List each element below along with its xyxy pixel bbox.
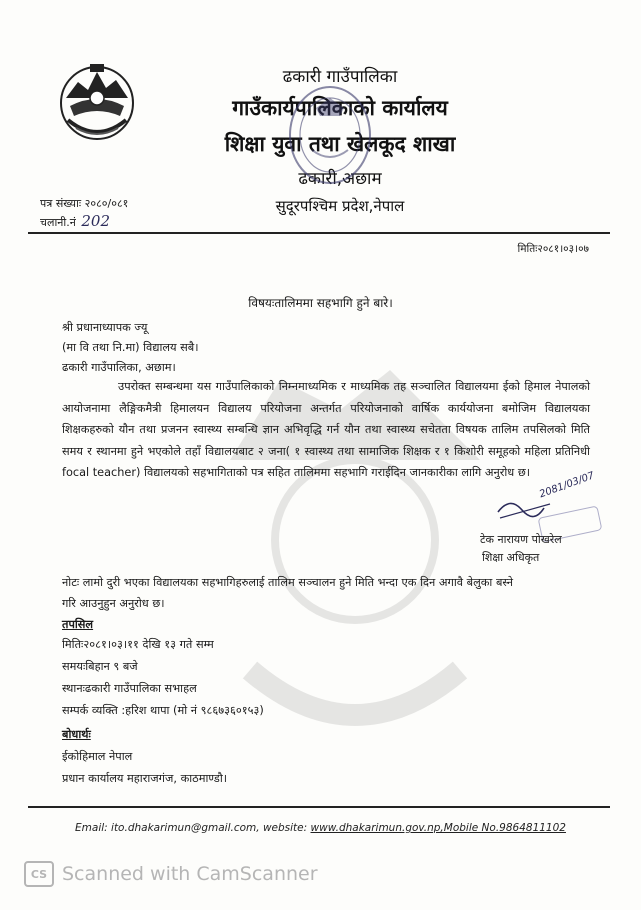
chalani-row xyxy=(40,212,110,230)
tapasil-venue: स्थानःढकारी गाउँपालिका सभाहल xyxy=(62,682,197,695)
municipality-name: ढकारी गाउँपालिका xyxy=(282,67,398,87)
recipient-line-3: ढकारी गाउँपालिका, अछाम। xyxy=(62,361,176,374)
recipient-line-1: श्री प्रधानाध्यापक ज्यू xyxy=(62,321,148,334)
footer-email: Email: ito.dhakarimun@gmail.com, website: xyxy=(75,822,311,834)
footer-website-link[interactable]: www.dhakarimun.gov.np,Mobile No.9864811102 xyxy=(310,822,566,834)
camscanner-text: Scanned with CamScanner xyxy=(62,863,318,885)
bodharth-line-2: प्रधान कार्यालय महाराजगंज, काठमाण्डौ। xyxy=(62,772,228,785)
tapasil-time: समयःबिहान ९ बजे xyxy=(62,660,138,673)
tapasil-date: मितिः२०८१।०३।११ देखि १३ गते सम्म xyxy=(62,638,214,651)
signatory-title: शिक्षा अधिकृत xyxy=(482,551,540,564)
letter-date: मितिः२०८१।०३।०७ xyxy=(517,243,589,255)
note-line-2: गरि आउनुहुन अनुरोध छ। xyxy=(62,597,165,610)
office-seal-stamp xyxy=(282,80,378,190)
chalani-label: चलानी.नं xyxy=(40,216,76,229)
office-name: गाउँकार्यपालिकाको कार्यालय xyxy=(232,96,448,120)
tapasil-heading: तपसिल xyxy=(62,618,94,631)
tapasil-contact: सम्पर्क व्यक्ति :हरिश थापा (मो नं ९८६७३६०१५३) xyxy=(62,704,264,717)
nepal-emblem-icon xyxy=(54,58,140,144)
bodharth-line-1: ईकोहिमाल नेपाल xyxy=(62,750,133,763)
bodharth-heading: बोधार्थः xyxy=(62,728,91,741)
note-line-1: नोटः लामो दुरी भएका विद्यालयका सहभागिहरुलाई तालिम सञ्चालन हुने मिति भन्दा एक दिन अगावै बेलुका बस्ने xyxy=(62,576,513,589)
header-divider xyxy=(28,232,610,234)
signature-handwritten-date: 2081/03/07 xyxy=(538,470,596,501)
letter-subject: विषयःतालिममा सहभागि हुने बारे। xyxy=(248,296,393,310)
chalani-handwritten: 202 xyxy=(81,212,110,230)
signatory-name: टेक नारायण पोखरेल xyxy=(480,533,562,546)
province-line: सुदूरपश्चिम प्रदेश,नेपाल xyxy=(275,197,405,215)
footer-divider xyxy=(28,806,610,808)
location-line: ढकारी,अछाम xyxy=(298,169,382,189)
body-paragraph xyxy=(62,376,590,484)
patra-sankhya: पत्र संख्याः २०८०/०८१ xyxy=(40,197,129,210)
camscanner-logo-icon: CS xyxy=(24,861,54,887)
recipient-line-2: (मा वि तथा नि.मा) विद्यालय सबै। xyxy=(62,341,199,354)
footer-contact xyxy=(0,822,641,834)
section-name: शिक्षा युवा तथा खेलकूद शाखा xyxy=(224,132,456,156)
camscanner-watermark xyxy=(24,861,318,887)
body-paragraph-text: उपरोक्त सम्बन्धमा यस गाउँपालिकाको निम्नमाध्यमिक र माध्यमिक तह सञ्चालित विद्यालयमा ईको हिमाल नेपालको आयोजनामा लैङ्गिकमैत्री हिमालयन विद्यालय परियोजना अन्तर्गत परियोजनाको वार्षिक कार्ययोजना बमोजिम विद्यालयका शिक्षकहरुको यौन तथा प्रजनन स्वास्थ्य सम्बन्धि ज्ञान अभिवृद्धि गर्न यौन तथा स्वास्थ्य सचेतता विषयक तालिम तपसिलको मिति समय र स्थानमा हुने भएकोले तहाँ विद्यालयबाट २ जना( १ स्वास्थ्य तथा सामाजिक शिक्षक र १ किशोरी समूहको महिला प्रतिनिधी focal teacher) विद्यालयको सहभागिताको पत्र सहित तालिममा सहभागि गराईदिन जानकारीका लागि अनुरोध छ। xyxy=(62,380,590,479)
